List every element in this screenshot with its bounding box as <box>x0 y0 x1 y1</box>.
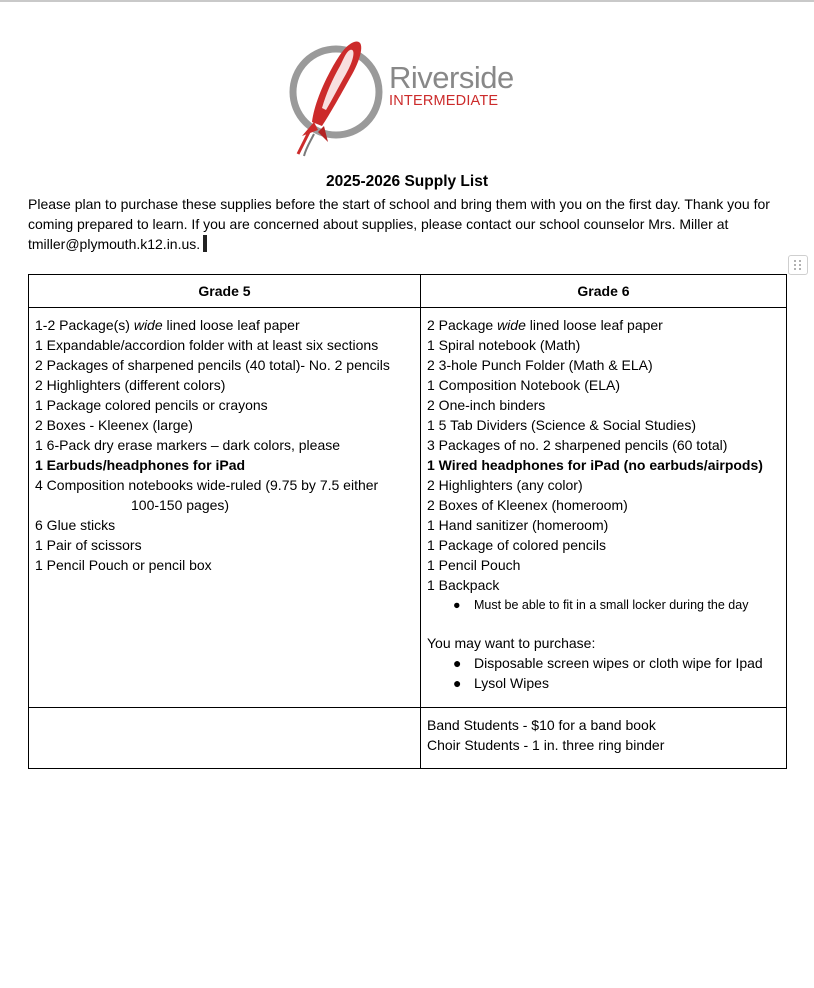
bullet-item: ● Must be able to fit in a small locker during the day <box>427 595 780 615</box>
table-drag-handle[interactable] <box>788 255 808 275</box>
list-item: 1 Composition Notebook (ELA) <box>427 377 620 393</box>
logo-wordmark: Riverside <box>389 60 514 95</box>
grade5-header: Grade 5 <box>29 275 421 308</box>
bullet-item: ● Lysol Wipes <box>453 675 549 691</box>
text-cursor <box>203 235 207 252</box>
grade6-list <box>421 308 787 708</box>
list-item: Band Students - $10 for a band book <box>427 717 656 733</box>
list-item: 1 Spiral notebook (Math) <box>427 337 581 353</box>
logo-subtitle: INTERMEDIATE <box>389 93 499 109</box>
page-top-border <box>0 0 814 2</box>
bullet-icon: ● <box>453 598 461 612</box>
list-item: 2 One-inch binders <box>427 397 546 413</box>
intro-text: Please plan to purchase these supplies before the start of school and bring them with you on the first day. Thank you for coming prepared to learn. If you are concerned about supplies, please contact our school counselor Mrs. Miller at tmiller@plymouth.k12.in.us. <box>28 196 770 252</box>
list-item: 1 Pencil Pouch or pencil box <box>35 557 212 573</box>
grade6-extra-cell <box>421 708 787 769</box>
bullet-item: ● Disposable screen wipes or cloth wipe for Ipad <box>453 655 763 671</box>
grade6-header: Grade 6 <box>421 275 787 308</box>
table-header-row <box>29 275 787 308</box>
list-item: 2 Package wide lined loose leaf paper <box>427 317 663 333</box>
list-item: 4 Composition notebooks wide-ruled (9.75 by 7.5 either <box>35 477 379 493</box>
list-item: 1 Backpack <box>427 577 500 593</box>
list-item: 2 Boxes - Kleenex (large) <box>35 417 193 433</box>
rocket-icon <box>288 36 388 158</box>
bullet-icon: ● <box>453 675 462 691</box>
list-item: 1 Wired headphones for iPad (no earbuds/airpods) <box>427 457 763 473</box>
list-item: 1 Package colored pencils or crayons <box>35 397 268 413</box>
grade5-list <box>29 308 421 708</box>
school-logo <box>288 36 528 158</box>
list-item: 3 Packages of no. 2 sharpened pencils (60 total) <box>427 437 728 453</box>
list-item: 2 Highlighters (any color) <box>427 477 583 493</box>
table-row <box>29 708 787 769</box>
list-item: 2 Packages of sharpened pencils (40 total)- No. 2 pencils <box>35 357 390 373</box>
list-item: 1 Hand sanitizer (homeroom) <box>427 517 609 533</box>
table-row <box>29 308 787 708</box>
list-item: 1 Earbuds/headphones for iPad <box>35 457 246 473</box>
supply-table <box>28 274 787 769</box>
list-item: Choir Students - 1 in. three ring binder <box>427 737 665 753</box>
list-item: 2 Boxes of Kleenex (homeroom) <box>427 497 628 513</box>
spacer <box>427 615 780 633</box>
list-item: 1-2 Package(s) wide lined loose leaf paper <box>35 317 300 333</box>
list-item-continuation: 100-150 pages) <box>131 497 230 513</box>
grade5-extra-cell <box>29 708 421 769</box>
list-item: 1 5 Tab Dividers (Science & Social Studies) <box>427 417 696 433</box>
list-item: 2 Highlighters (different colors) <box>35 377 226 393</box>
list-item: 1 Pencil Pouch <box>427 557 521 573</box>
intro-paragraph <box>28 194 788 254</box>
bullet-icon: ● <box>453 655 462 671</box>
list-item: 1 Pair of scissors <box>35 537 142 553</box>
list-item: 1 Package of colored pencils <box>427 537 606 553</box>
list-item: 2 3-hole Punch Folder (Math & ELA) <box>427 357 653 373</box>
list-item: 6 Glue sticks <box>35 517 116 533</box>
page-title: 2025-2026 Supply List <box>326 173 488 190</box>
list-item: 1 Expandable/accordion folder with at least six sections <box>35 337 379 353</box>
list-item: 1 6-Pack dry erase markers – dark colors, please <box>35 437 341 453</box>
optional-heading: You may want to purchase: <box>427 635 596 651</box>
